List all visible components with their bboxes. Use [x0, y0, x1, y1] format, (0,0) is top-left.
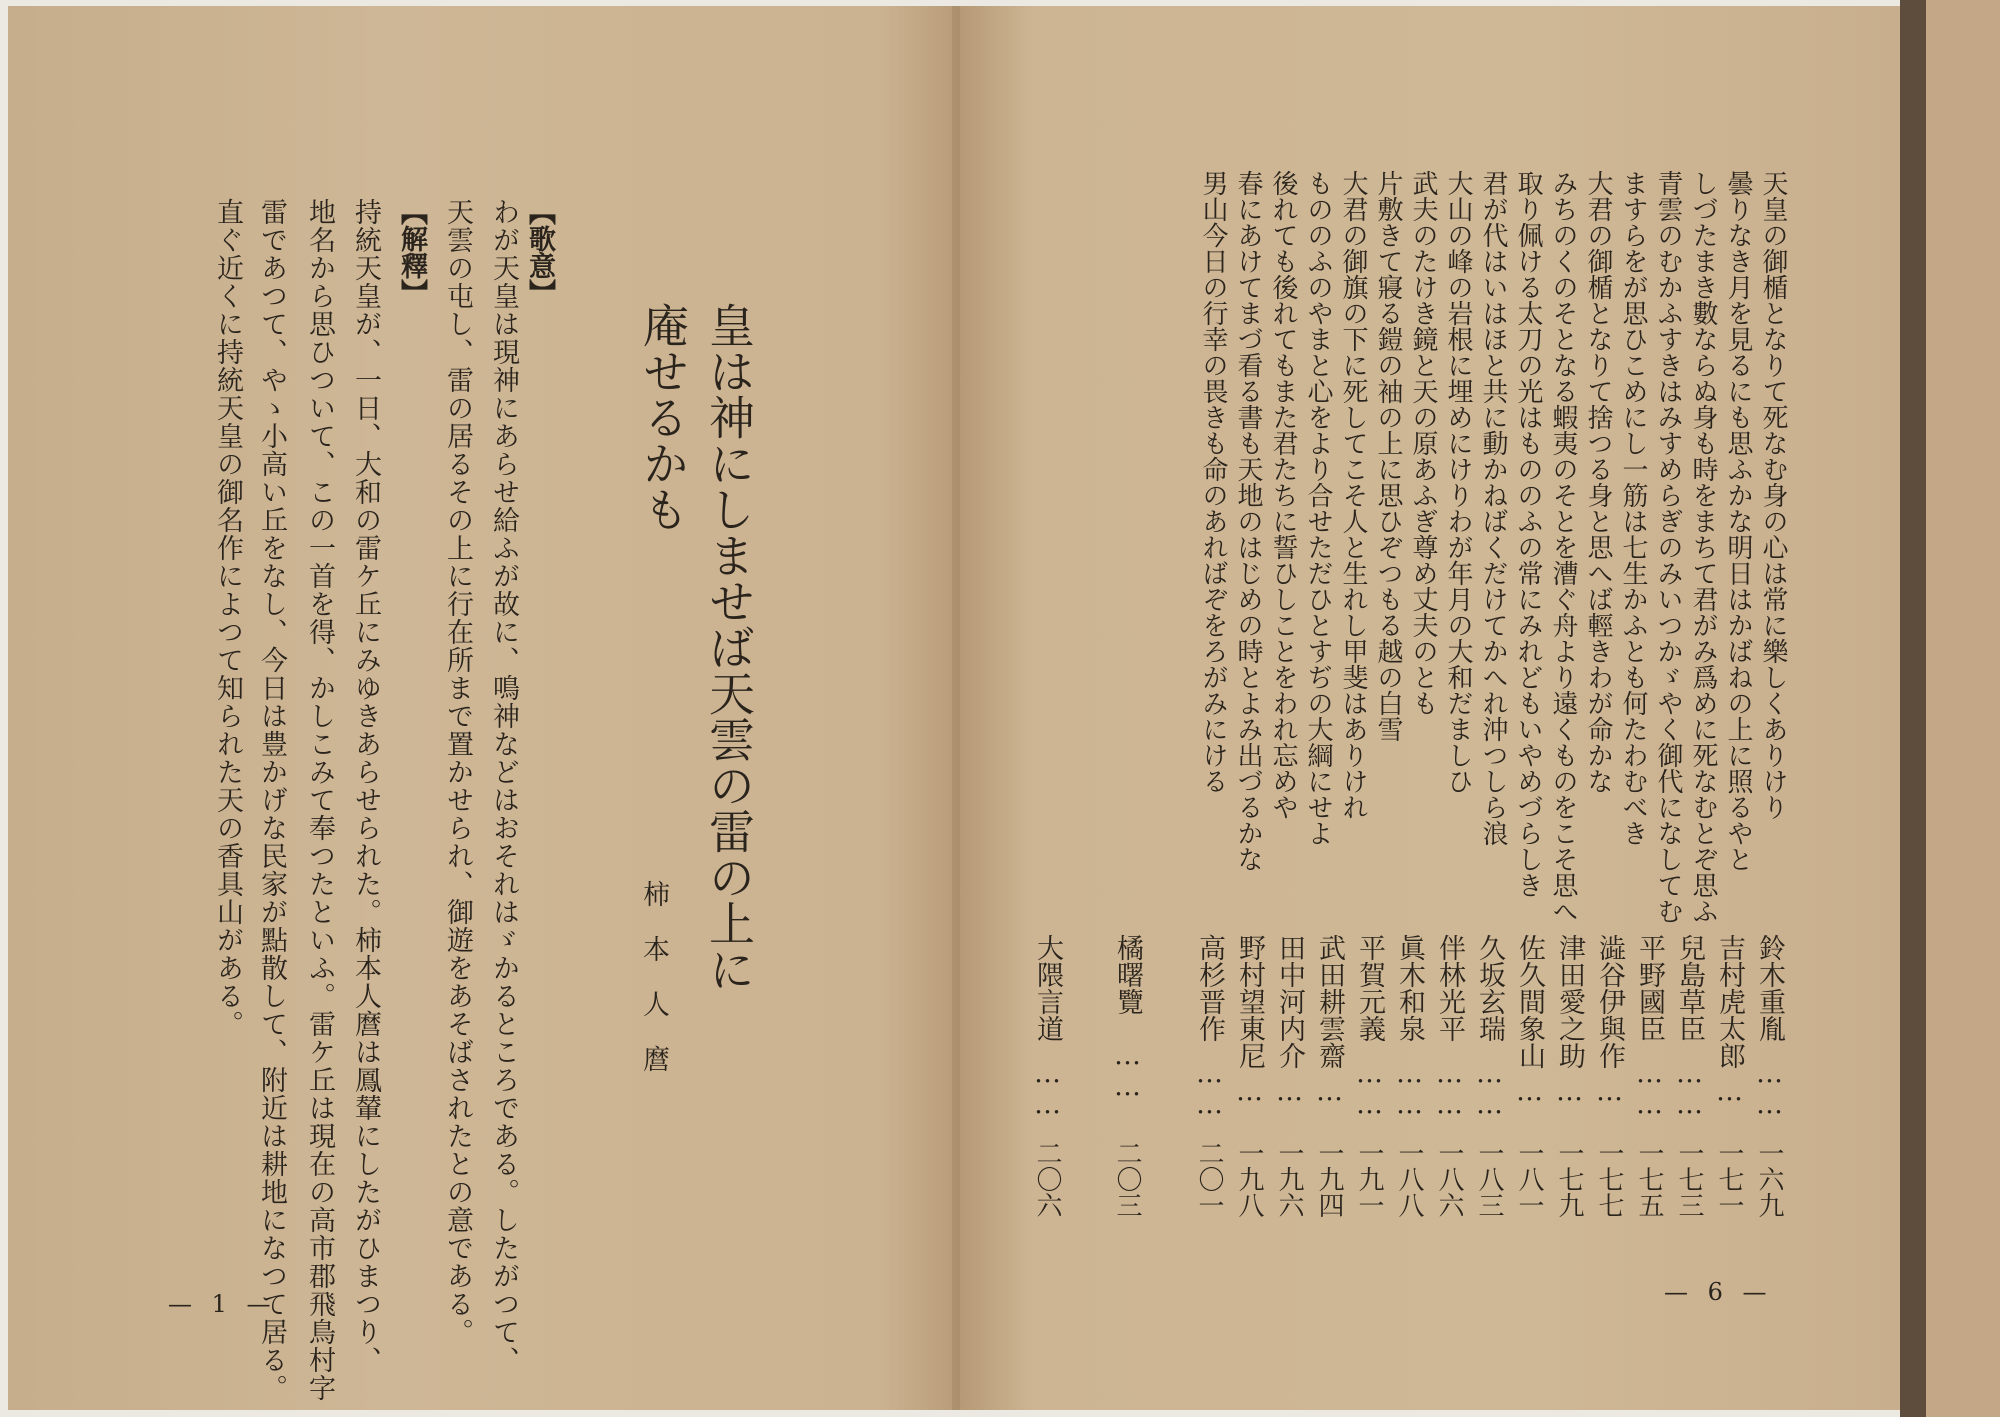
index-dots: … — [1594, 1076, 1625, 1107]
index-dots: … — [1554, 1076, 1585, 1107]
poem-line: 大君の御楯となりて捨つる身と思へば輕きわが命かな — [1583, 170, 1613, 794]
poem-line: 大山の峰の岩根に埋めにけりわが年月の大和だましひ — [1443, 170, 1473, 794]
index-dots: …… — [1434, 1058, 1465, 1120]
index-dots: …… — [1474, 1058, 1505, 1120]
poem-line: もののふのやまと心をより合せただひとすぢの大綱にせよ — [1303, 170, 1333, 846]
index-page: 一七七 — [1594, 1140, 1624, 1218]
index-page: 一八三 — [1474, 1140, 1504, 1218]
index-name: 田中河内介 — [1274, 934, 1305, 1069]
index-dots: … — [1714, 1076, 1745, 1107]
index-page: 一九一 — [1354, 1140, 1384, 1218]
poem-line: しづたまき數ならぬ身も時をまちて君がみ爲めに死なむとぞ思ふ — [1688, 170, 1718, 924]
poem-line: 片敷きて寢る鎧の袖の上に思ひぞつもる越の白雪 — [1373, 170, 1403, 742]
index-name: 武田耕雲齋 — [1314, 934, 1345, 1069]
index-name: 高杉晋作 — [1194, 934, 1225, 1042]
index-page: 二〇一 — [1194, 1140, 1224, 1218]
index-dots: … — [1514, 1076, 1545, 1107]
index-dots: …… — [1634, 1058, 1665, 1120]
kai-heading: 【歌意】 — [524, 198, 555, 306]
poem-line: みちのくのそとなる蝦夷のそとを漕ぐ舟より遠くものをこそ思へ — [1548, 170, 1578, 924]
index-dots: …… — [1194, 1058, 1225, 1120]
kai-line-2: 天雲の屯し、雷の居るその上に行在所まで置かせられ、御遊をあそばされたとの意である。 — [442, 198, 473, 1346]
kaishaku-line-3: 雷であつて、やゝ小高い丘をなし、今日は豊かげな民家が點散して、附近は耕地になつて居る。 — [256, 198, 287, 1402]
poem-line: 取り佩ける太刀の光はもののふの常にみれどもいやめづらしき — [1513, 170, 1543, 898]
book-gutter — [952, 6, 960, 1410]
index-page: 一八六 — [1434, 1140, 1464, 1218]
index-dots: … — [1234, 1076, 1265, 1107]
poem-author: 柿本人麿 — [638, 880, 669, 1100]
page-edge — [1900, 0, 1926, 1417]
kaishaku-line-1: 持統天皇が、一日、大和の雷ケ丘にみゆきあらせられた。柿本人麿は鳳輦にしたがひまつり、 — [350, 198, 381, 1374]
index-name: 吉村虎太郎 — [1714, 934, 1745, 1069]
index-name: 佐久間象山 — [1514, 934, 1545, 1069]
index-dots: …… — [1032, 1058, 1063, 1120]
index-dots: … — [1314, 1076, 1345, 1107]
index-page: 一九八 — [1234, 1140, 1264, 1218]
index-name: 大隈言道 — [1032, 934, 1063, 1042]
left-page-number: — 1 — — [168, 1290, 277, 1318]
index-page: 二〇六 — [1032, 1140, 1062, 1218]
index-dots: …… — [1674, 1058, 1705, 1120]
index-name: 平賀元義 — [1354, 934, 1385, 1042]
index-name: 平野國臣 — [1634, 934, 1665, 1042]
poem-line: 男山今日の行幸の畏きも命のあればぞをろがみにける — [1198, 170, 1228, 794]
index-name: 橘曙覽 — [1112, 934, 1143, 1015]
poem-line: 後れても後れてもまた君たちに誓ひしことをわれ忘めや — [1268, 170, 1298, 820]
kaishaku-heading: 【解釋】 — [396, 198, 427, 306]
index-name: 兒島草臣 — [1674, 934, 1705, 1042]
index-name: 久坂玄瑞 — [1474, 934, 1505, 1042]
waka-line-2: 庵せるかも — [636, 302, 690, 532]
left-page — [8, 6, 956, 1410]
index-page: 一七九 — [1554, 1140, 1584, 1218]
poem-line: 君が代はいはほと共に動かねばくだけてかへれ沖つしら浪 — [1478, 170, 1508, 846]
kaishaku-line-2: 地名から思ひついて、この一首を得、かしこみて奉つたといふ。雷ケ丘は現在の高市郡飛鳥村字 — [304, 198, 335, 1402]
poem-line: 曇りなき月を見るにも思ふかな明日はかばねの上に照るやと — [1723, 170, 1753, 872]
kaishaku-line-4: 直ぐ近くに持統天皇の御名作によつて知られた天の香具山がある。 — [212, 198, 243, 1038]
kai-line-1: わが天皇は現神にあらせ給ふが故に、鳴神などはおそれはゞかるところである。したがつて、 — [488, 198, 519, 1374]
index-dots: …… — [1354, 1058, 1385, 1120]
index-dots: …… — [1394, 1058, 1425, 1120]
index-page: 二〇三 — [1112, 1140, 1142, 1218]
index-name: 澁谷伊與作 — [1594, 934, 1625, 1069]
index-page: 一九四 — [1314, 1140, 1344, 1218]
index-page: 一七五 — [1634, 1140, 1664, 1218]
right-page-number: — 6 — — [1664, 1278, 1773, 1306]
index-name: 鈴木重胤 — [1754, 934, 1785, 1042]
index-page: 一七一 — [1714, 1140, 1744, 1218]
poem-line: 春にあけてまづ看る書も天地のはじめの時とよみ出づるかな — [1233, 170, 1263, 872]
index-name: 津田愛之助 — [1554, 934, 1585, 1069]
index-page: 一七三 — [1674, 1140, 1704, 1218]
index-dots: …… — [1112, 1040, 1143, 1102]
index-page: 一九六 — [1274, 1140, 1304, 1218]
index-page: 一八一 — [1514, 1140, 1544, 1218]
index-name: 伴林光平 — [1434, 934, 1465, 1042]
poem-line: 青雲のむかふすきはみすめらぎのみいつかゞやく御代になしてむ — [1653, 170, 1683, 924]
poem-line: 武夫のたけき鏡と天の原あふぎ尊め丈夫のとも — [1408, 170, 1438, 716]
poem-line: 天皇の御楯となりて死なむ身の心は常に樂しくありけり — [1758, 170, 1788, 820]
index-dots: … — [1274, 1076, 1305, 1107]
index-dots: …… — [1754, 1058, 1785, 1120]
back-cover-edge — [1926, 0, 2000, 1417]
index-name: 野村望東尼 — [1234, 934, 1265, 1069]
poem-line: ますらをが思ひこめにし一筋は七生かふとも何たわむべき — [1618, 170, 1648, 846]
index-name: 眞木和泉 — [1394, 934, 1425, 1042]
index-page: 一六九 — [1754, 1140, 1784, 1218]
waka-line-1: 皇は神にしませば天雲の雷の上に — [702, 302, 756, 992]
poem-line: 大君の御旗の下に死してこそ人と生れし甲斐はありけれ — [1338, 170, 1368, 820]
index-page: 一八八 — [1394, 1140, 1424, 1218]
